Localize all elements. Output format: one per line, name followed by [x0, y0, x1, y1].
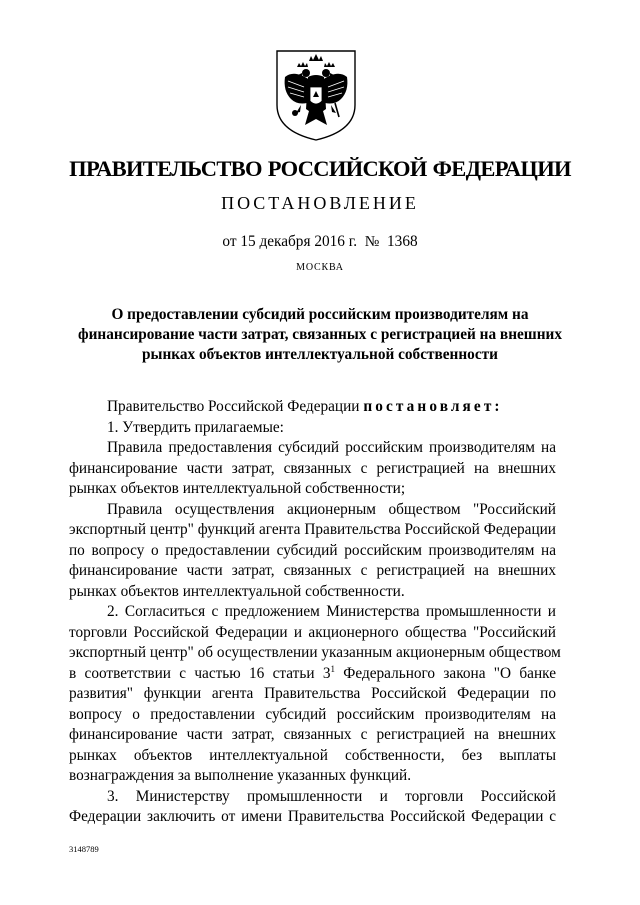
paragraph-line: финансирование части затрат, связанных с регистрацией на внешних: [69, 726, 556, 743]
russian-coat-of-arms-icon: [273, 47, 359, 143]
paragraph-line: финансирование части затрат, связанных с регистрацией на внешних: [69, 562, 556, 579]
decree-title: [60, 305, 580, 364]
paragraph-line: в соответствии с частью 16 статьи $3^1$ Федерального закона "О банке: [69, 663, 556, 682]
paragraph-line: 3. Министерству промышленности и торговли Российской: [107, 787, 556, 805]
intro-verb: постановляет:: [363, 398, 503, 415]
paragraph-line: торговли Российской Федерации и акционерного общества "Российский: [69, 623, 556, 641]
city: МОСКВА: [296, 262, 344, 273]
paragraph-line: рынках объектов интеллектуальной собственности;: [69, 480, 406, 497]
paragraph-line: 2. Согласиться с предложением Министерства промышленности и: [107, 603, 556, 620]
paragraph-line: развития" функции агента Правительства Российской Федерации по: [69, 685, 556, 702]
document-type: ПОСТАНОВЛЕНИЕ: [221, 193, 419, 213]
date-prefix: от: [222, 233, 237, 250]
intro-line: Правительство Российской Федерации постановляет:: [107, 398, 503, 415]
paragraph-line: рынках объектов интеллектуальной собственности.: [69, 582, 405, 600]
paragraph-line: экспортный центр" об осуществлении указанным акционерным обществом: [69, 644, 561, 661]
decree-date: 15 декабря 2016 г.: [240, 233, 358, 250]
paragraph-line: экспортный центр" функций агента Правительства Российской Федерации: [69, 521, 556, 538]
decree-number: 1368: [387, 233, 418, 250]
paragraph-line: вопросу о предоставлении субсидий российским производителям на: [69, 705, 556, 723]
title-line: О предоставлении субсидий российским производителям на: [111, 306, 529, 323]
title-line: рынках объектов интеллектуальной собственности: [142, 345, 498, 363]
government-name: ПРАВИТЕЛЬСТВО РОССИЙСКОЙ ФЕДЕРАЦИИ: [69, 156, 571, 181]
decree-body: [69, 397, 561, 828]
paragraph-line: рынках объектов интеллектуальной собственности, без выплаты: [69, 746, 556, 764]
paragraph-line: 1. Утвердить прилагаемые:: [107, 418, 284, 436]
paragraph-line: Правила предоставления субсидий российским производителям на: [107, 439, 556, 456]
document-code: 3148789: [69, 844, 99, 854]
decree-date-line: [0, 233, 640, 251]
number-sign: №: [364, 233, 380, 250]
paragraph-line: Федерации заключить от имени Правительства Российской Федерации с: [69, 808, 556, 825]
paragraph-line: финансирование части затрат, связанных с регистрацией на внешних: [69, 459, 556, 477]
paragraph-line: вознаграждения за выполнение указанных функций.: [69, 767, 412, 784]
paragraph-line: Правила осуществления акционерным обществом "Российский: [107, 500, 556, 518]
paragraph-line: по вопросу о предоставлении субсидий российским производителям на: [69, 541, 556, 559]
title-line: финансирование части затрат, связанных с регистрацией на внешних: [78, 325, 562, 343]
superscript: 1: [330, 663, 335, 674]
